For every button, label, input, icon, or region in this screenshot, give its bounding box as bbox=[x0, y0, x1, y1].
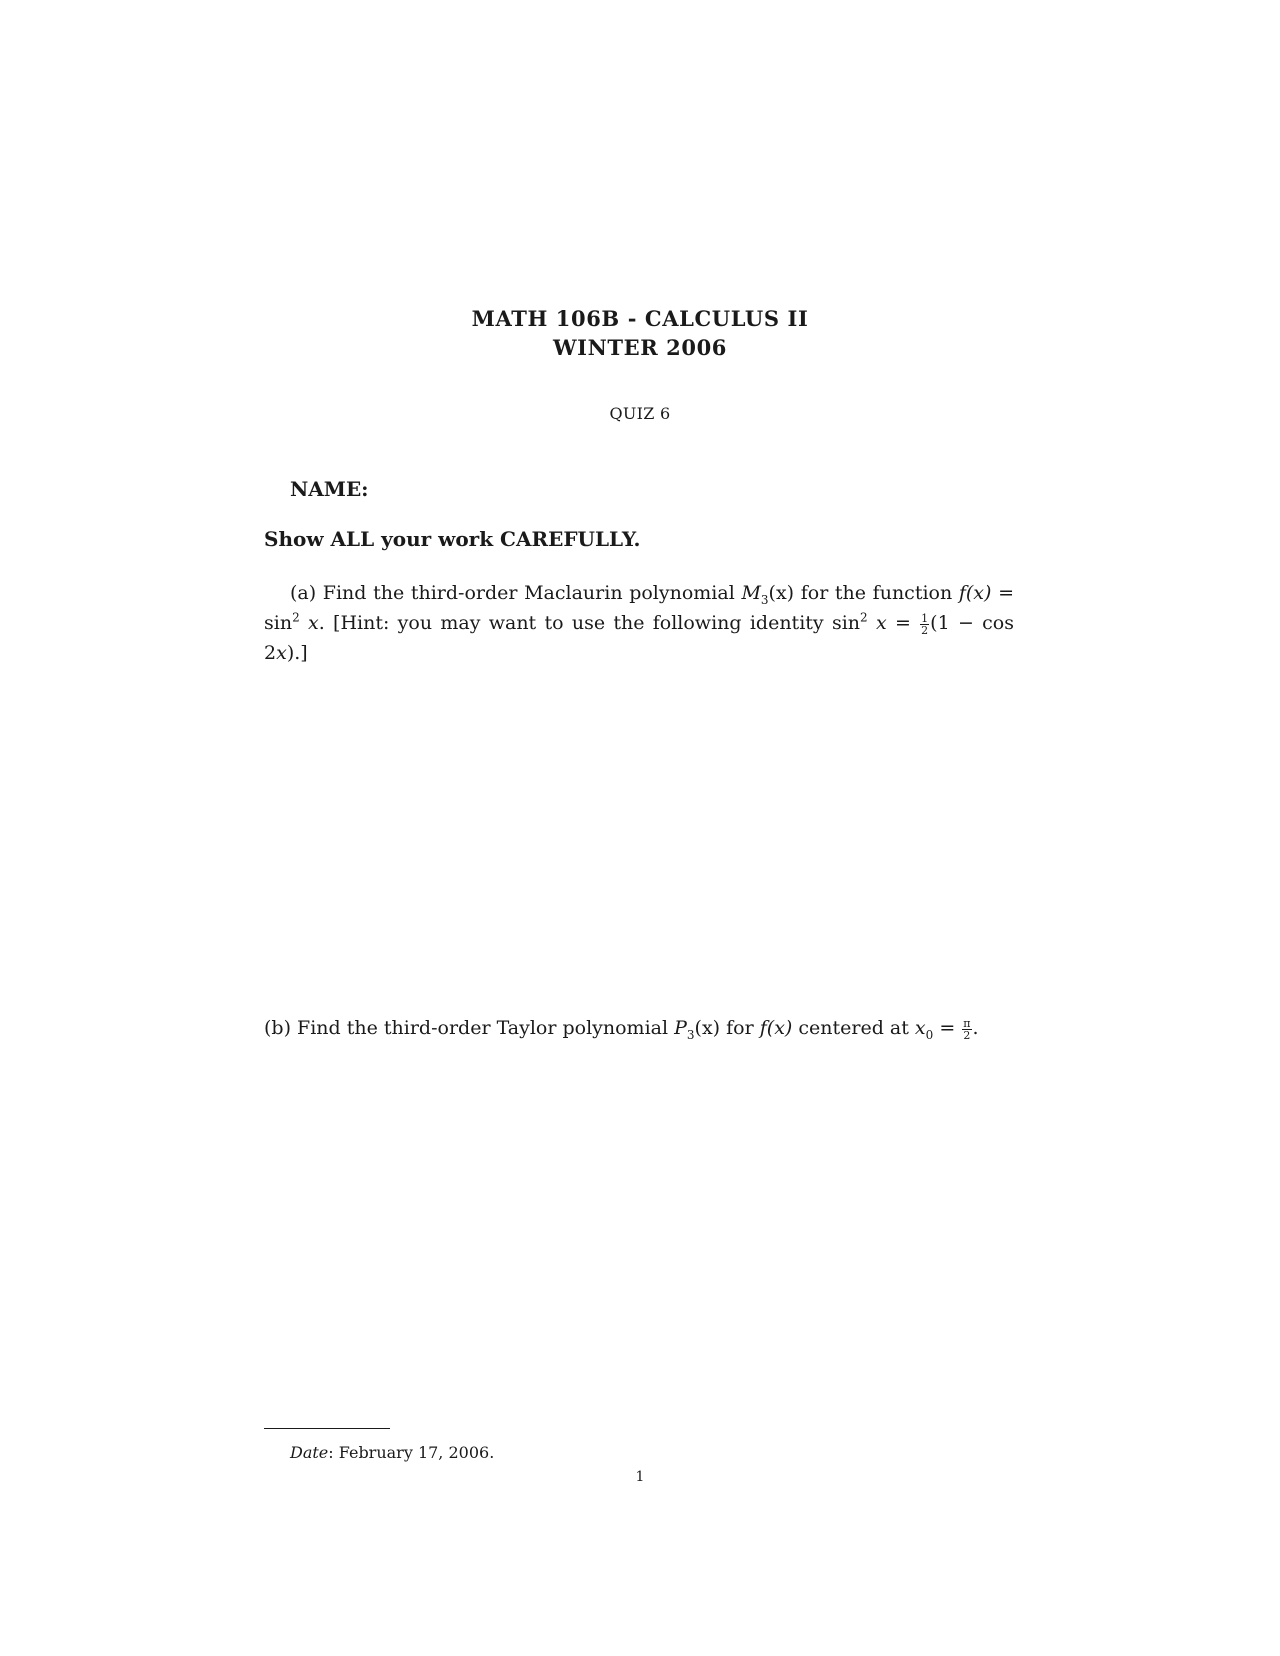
identity-end: ).] bbox=[286, 642, 308, 664]
identity-exponent: 2 bbox=[860, 610, 868, 625]
problem-a-text: Find the third-order Maclaurin polynomial bbox=[322, 582, 735, 604]
name-label: NAME: bbox=[290, 477, 369, 501]
problem-a-label: (a) bbox=[290, 582, 317, 604]
instruction: Show ALL your work CAREFULLY. bbox=[264, 527, 641, 551]
problem-a-text-2: for the function bbox=[800, 582, 953, 604]
center-subscript: 0 bbox=[925, 1027, 934, 1042]
taylor-subscript: 3 bbox=[686, 1027, 695, 1042]
function-variable: x bbox=[308, 612, 319, 634]
polynomial-symbol: M bbox=[741, 582, 761, 604]
problem-a bbox=[264, 578, 1014, 668]
fraction-numerator: 1 bbox=[921, 611, 929, 625]
function-sin: sin bbox=[264, 612, 293, 634]
date-footnote bbox=[290, 1443, 494, 1462]
quiz-number: QUIZ 6 bbox=[609, 404, 671, 423]
function-exponent: 2 bbox=[292, 610, 300, 625]
problem-b bbox=[264, 1013, 1014, 1043]
problem-b-end: . bbox=[972, 1017, 979, 1039]
identity-rhs-variable: x bbox=[276, 642, 287, 664]
fraction-denominator: 2 bbox=[921, 623, 929, 637]
pi-over-two-fraction bbox=[962, 1018, 971, 1041]
function-symbol: f(x) = bbox=[958, 582, 1014, 604]
footnote-rule bbox=[264, 1428, 390, 1429]
date-value: : February 17, 2006. bbox=[328, 1443, 495, 1462]
pi-denominator: 2 bbox=[963, 1028, 971, 1042]
identity-variable: x = bbox=[875, 612, 911, 634]
polynomial-subscript: 3 bbox=[760, 592, 769, 607]
date-label: Date bbox=[290, 1443, 329, 1462]
identity-rhs: (1 − cos 2 bbox=[264, 612, 1014, 664]
taylor-symbol: P bbox=[674, 1017, 687, 1039]
problem-b-function: f(x) bbox=[759, 1017, 793, 1039]
polynomial-argument: (x) bbox=[768, 582, 795, 604]
course-title: MATH 106B - CALCULUS II bbox=[471, 306, 809, 331]
term: WINTER 2006 bbox=[552, 335, 728, 360]
identity-sin: sin bbox=[831, 612, 861, 634]
pi-numerator: π bbox=[963, 1016, 971, 1030]
hint-text: . [Hint: you may want to use the following identity bbox=[318, 612, 824, 634]
problem-b-text-2: for bbox=[726, 1017, 754, 1039]
center-variable: x bbox=[914, 1017, 926, 1039]
problem-b-label: (b) bbox=[264, 1017, 291, 1039]
problem-b-text: Find the third-order Taylor polynomial bbox=[297, 1017, 669, 1039]
problem-b-text-3: centered at bbox=[798, 1017, 909, 1039]
taylor-argument: (x) bbox=[694, 1017, 721, 1039]
center-equals: = bbox=[939, 1017, 956, 1039]
one-half-fraction bbox=[920, 613, 929, 636]
page-number: 1 bbox=[635, 1469, 645, 1485]
